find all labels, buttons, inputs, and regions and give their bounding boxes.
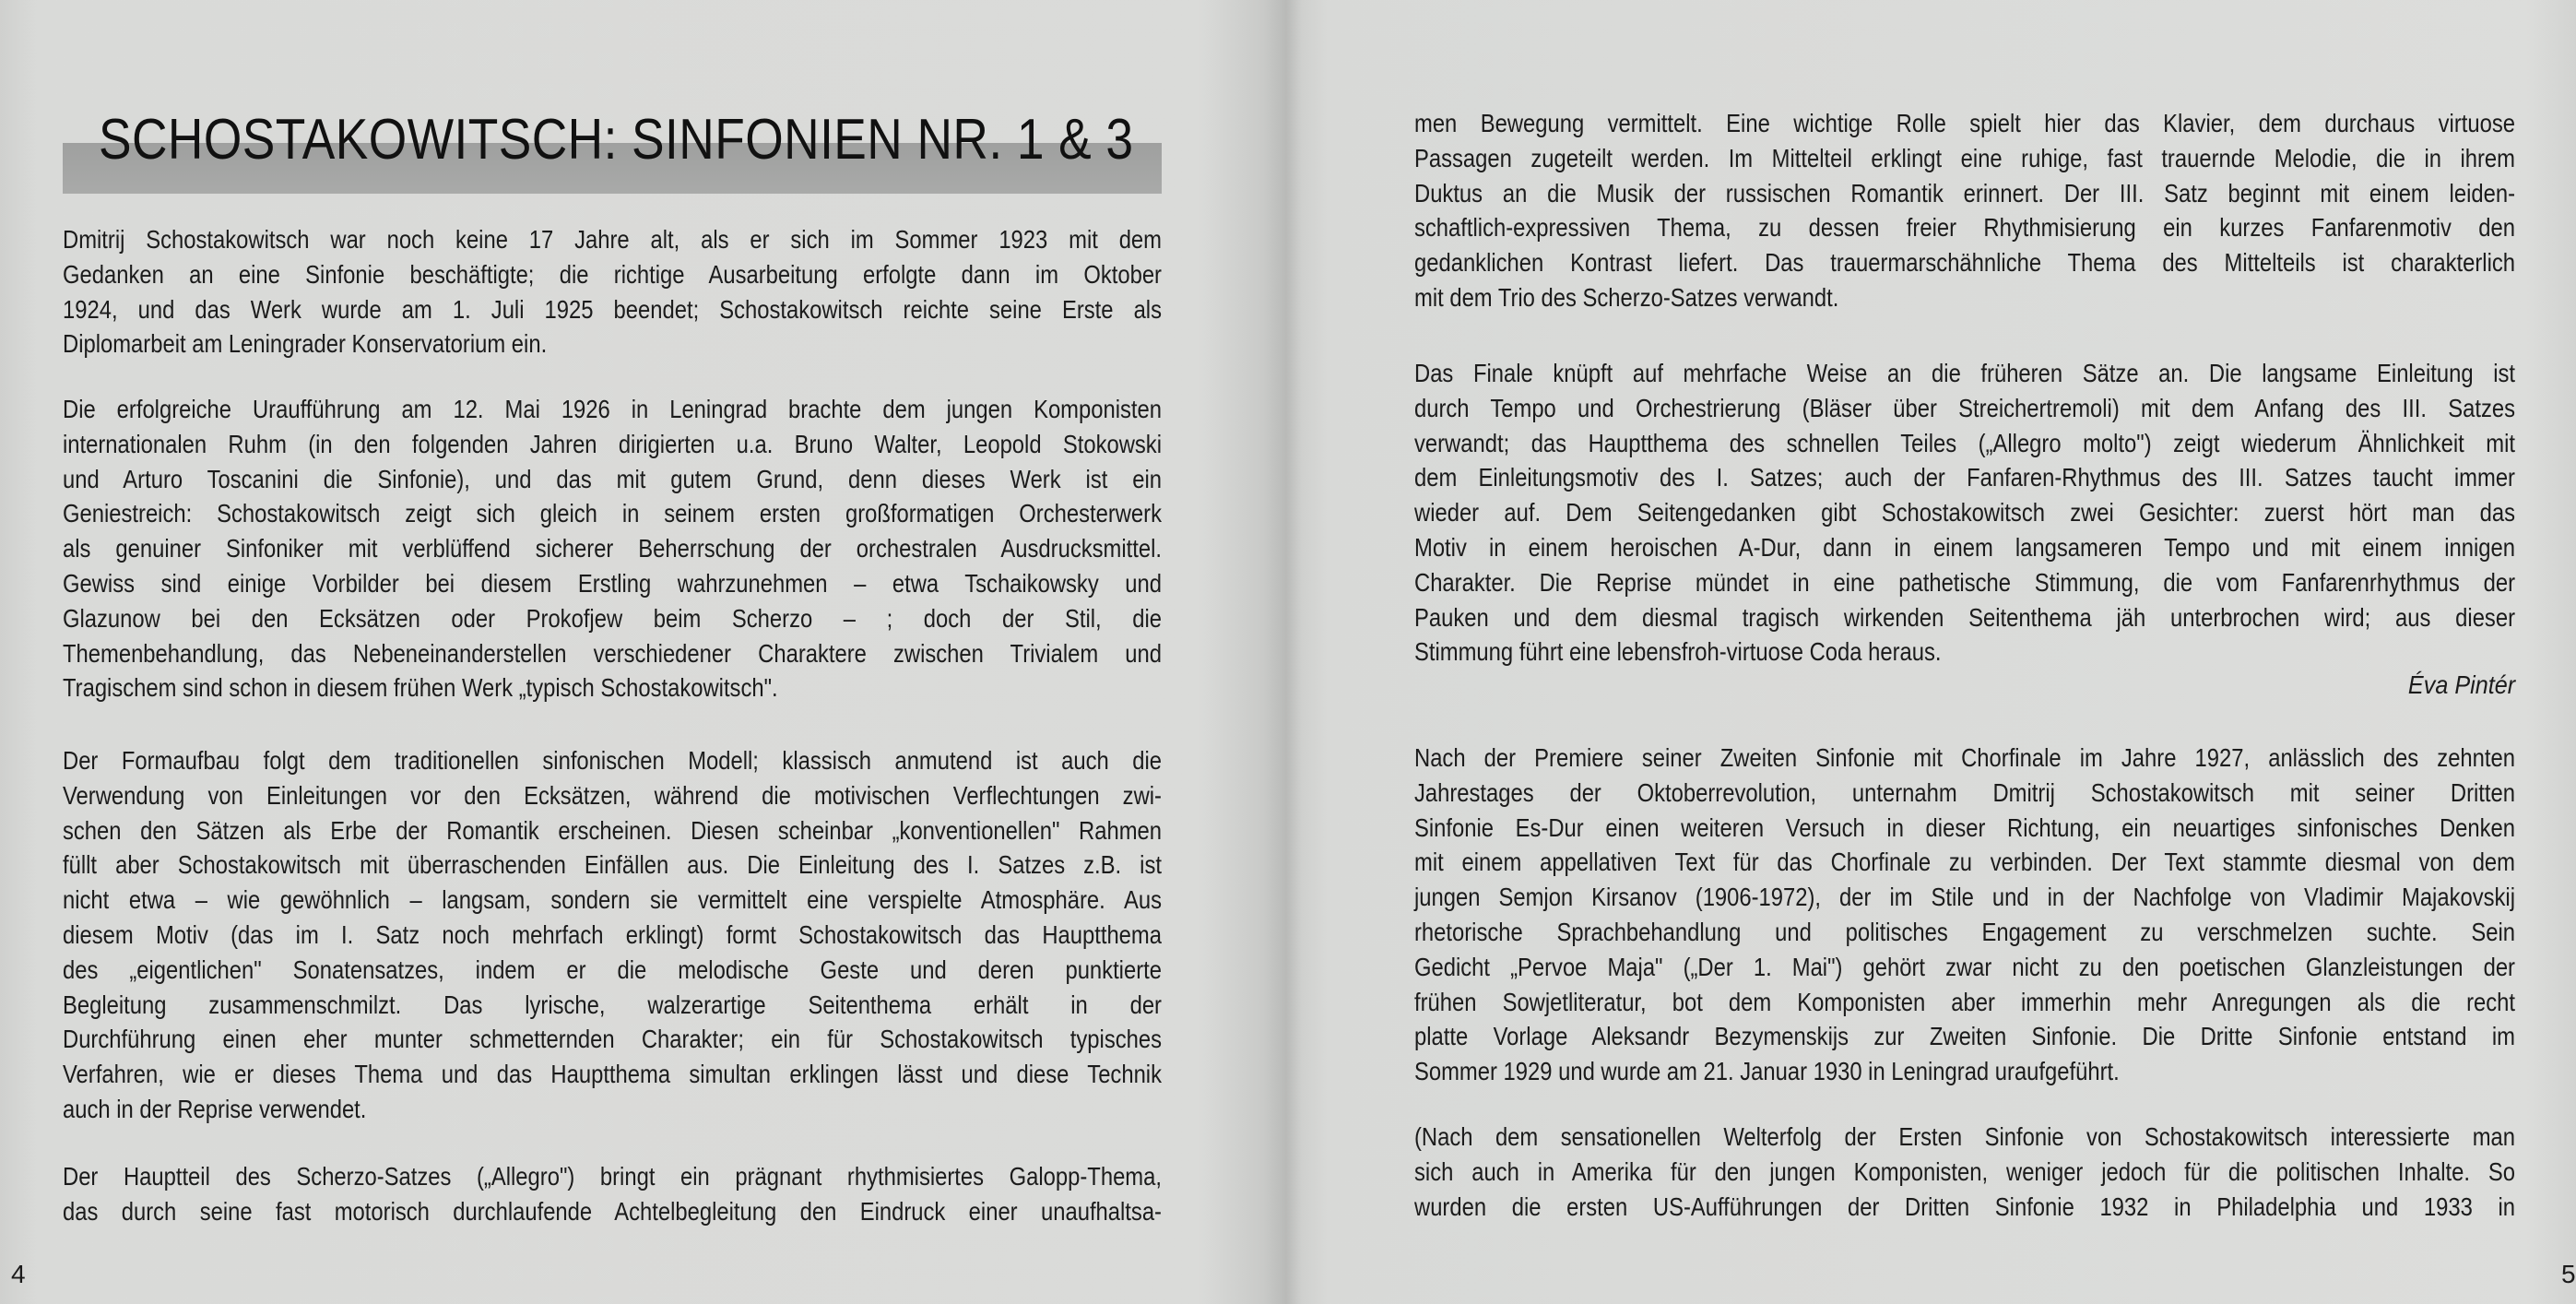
text-line: füllt aber Schostakowitsch mit überraschenden Einfällen aus. Die Einleitung des I. Satzes z.B. ist <box>63 850 1162 880</box>
paragraph <box>1414 741 2576 1089</box>
text-line: nicht etwa – wie gewöhnlich – langsam, sondern sie vermittelt eine verspielte Atmosphäre. Aus <box>63 885 1162 915</box>
text-line: Der Formaufbau folgt dem traditionellen sinfonischen Modell; klassisch anmutend ist auch die <box>63 746 1162 775</box>
right-page <box>1288 0 2576 1304</box>
text-line: Geniestreich: Schostakowitsch zeigt sich gleich in seinem ersten großformatigen Orchesterwerk <box>63 499 1162 528</box>
text-line: jungen Semjon Kirsanov (1906-1972), der im Stile und in der Nachfolge von Vladimir Majakovskij <box>1414 883 2515 912</box>
paragraph <box>63 1159 1355 1229</box>
text-line: Gedanken an eine Sinfonie beschäftigte; die richtige Ausarbeitung erfolgte dann im Oktober <box>63 259 1162 289</box>
text-line: das durch seine fast motorisch durchlaufende Achtelbegleitung den Eindruck einer unaufhaltsa- <box>63 1196 1162 1226</box>
text-line: mit dem Trio des Scherzo-Satzes verwandt. <box>1414 282 1839 312</box>
text-line: Gewiss sind einige Vorbilder bei diesem Erstling wahrzunehmen – etwa Tschaikowsky und <box>63 568 1162 598</box>
text-line: Gedicht „Pervoe Maja" („Der 1. Mai") gehört zwar nicht zu den poetischen Glanzleistungen der <box>1414 952 2515 981</box>
text-line: frühen Sowjetliteratur, bot dem Komponisten aber immerhin mehr Anregungen als die recht <box>1414 987 2515 1016</box>
text-line: Dmitrij Schostakowitsch war noch keine 17 Jahre alt, als er sich im Sommer 1923 mit dem <box>63 225 1162 254</box>
author-signature: Éva Pintér <box>2407 670 2515 699</box>
paragraph <box>63 222 1355 362</box>
paragraph <box>63 392 1355 705</box>
paragraph <box>63 743 1355 1127</box>
text-line: mit einem appellativen Text für das Chorfinale zu verbinden. Der Text stammte diesmal von dem <box>1414 848 2515 877</box>
text-line: als genuiner Sinfoniker mit verblüffend sicherer Beherrschung der orchestralen Ausdrucksmittel. <box>63 534 1162 563</box>
text-line: Begleitung zusammenschmilzt. Das lyrische, walzerartige Seitenthema erhält in der <box>63 990 1162 1019</box>
text-line: auch in der Reprise verwendet. <box>63 1094 367 1123</box>
text-line: Nach der Premiere seiner Zweiten Sinfonie mit Chorfinale im Jahre 1927, anlässlich des zehnten <box>1414 743 2515 772</box>
text-line: Durchführung einen eher munter schmetternden Charakter; ein für Schostakowitsch typisches <box>63 1025 1162 1054</box>
text-line: (Nach dem sensationellen Welterfolg der Ersten Sinfonie von Schostakowitsch interessierte man <box>1414 1122 2515 1151</box>
text-line: Charakter. Die Reprise mündet in eine pathetische Stimmung, die vom Fanfarenrhythmus der <box>1414 567 2515 597</box>
text-line: rhetorische Sprachbehandlung und politisches Engagement zu verschmelzen suchte. Sein <box>1414 917 2515 946</box>
text-line: Tragischem sind schon in diesem frühen Werk „typisch Schostakowitsch". <box>63 673 778 703</box>
text-line: internationalen Ruhm (in den folgenden Jahren dirigierten u.a. Bruno Walter, Leopold Stokowski <box>63 429 1162 458</box>
text-line: wieder auf. Dem Seitengedanken gibt Schostakowitsch zwei Gesichter: zuerst hört man das <box>1414 498 2515 528</box>
text-line: Motiv in einem heroischen A-Dur, dann in einem langsameren Tempo und mit einem innigen <box>1414 532 2515 562</box>
text-line: Duktus an die Musik der russischen Romantik erinnert. Der III. Satz beginnt mit einem leiden- <box>1414 178 2515 207</box>
text-line: Das Finale knüpft auf mehrfache Weise an die früheren Sätze an. Die langsame Einleitung ist <box>1414 359 2515 387</box>
text-line: verwandt; das Hauptthema des schnellen Teiles („Allegro molto") zeigt wiederum Ähnlichkeit mit <box>1414 428 2515 457</box>
text-line: diesem Motiv (das im I. Satz noch mehrfach erklingt) formt Schostakowitsch das Hauptthema <box>63 919 1162 949</box>
text-line: Sommer 1929 und wurde am 21. Januar 1930 in Leningrad uraufgeführt. <box>1414 1057 2120 1086</box>
text-line: des „eigentlichen" Sonatensatzes, indem er die melodische Geste und deren punktierte <box>63 954 1162 984</box>
text-line: Stimmung führt eine lebensfroh-virtuose Coda heraus. <box>1414 637 1942 667</box>
text-line: Passagen zugeteilt werden. Im Mittelteil erklingt eine ruhige, fast trauernde Melodie, die in ihrem <box>1414 143 2515 172</box>
paragraph <box>1414 1120 2576 1224</box>
text-line: Themenbehandlung, das Nebeneinanderstellen verschiedener Charaktere zwischen Trivialem und <box>63 638 1162 668</box>
text-line: Jahrestages der Oktoberrevolution, unternahm Dmitrij Schostakowitsch mit seiner Dritten <box>1414 777 2515 807</box>
text-line: wurden die ersten US-Aufführungen der Dritten Sinfonie 1932 in Philadelphia und 1933 in <box>1414 1191 2515 1221</box>
text-line: schen den Sätzen als Erbe der Romantik erscheinen. Diesen scheinbar „konventionellen" Rahmen <box>63 815 1162 845</box>
page-number-right: 5 <box>2561 1260 2576 1288</box>
text-line: Verfahren, wie er dieses Thema und das Hauptthema simultan erklingen lässt und diese Technik <box>63 1060 1162 1089</box>
text-line: Der Hauptteil des Scherzo-Satzes („Allegro") bringt ein prägnant rhythmisiertes Galopp-Thema, <box>63 1162 1162 1191</box>
paragraph <box>1414 106 2576 315</box>
text-line: Diplomarbeit am Leningrader Konservatorium ein. <box>63 329 548 359</box>
text-line: schaftlich-expressiven Thema, zu dessen freier Rhythmisierung ein kurzes Fanfarenmotiv den <box>1414 213 2515 243</box>
text-line: Sinfonie Es-Dur einen weiteren Versuch in dieser Richtung, ein neuartiges sinfonisches Denken <box>1414 812 2515 842</box>
page-number-left: 4 <box>11 1260 26 1288</box>
text-line: durch Tempo und Orchestrierung (Bläser über Streichertremoli) mit dem Anfang des III. Satzes <box>1414 393 2515 422</box>
text-line: Verwendung von Einleitungen vor den Ecksätzen, während die motivischen Verflechtungen zwi- <box>63 780 1162 810</box>
text-line: Die erfolgreiche Uraufführung am 12. Mai 1926 in Leningrad brachte dem jungen Komponisten <box>63 395 1162 423</box>
text-line: und Arturo Toscanini die Sinfonie), und das mit gutem Grund, denn dieses Werk ist ein <box>63 464 1162 493</box>
text-line: Glazunow bei den Ecksätzen oder Prokofjew beim Scherzo – ; doch der Stil, die <box>63 603 1162 633</box>
text-line: 1924, und das Werk wurde am 1. Juli 1925 beendet; Schostakowitsch reichte seine Erste als <box>63 294 1162 324</box>
text-line: Pauken und dem diesmal tragisch wirkenden Seitenthema jäh unterbrochen wird; aus dieser <box>1414 602 2515 632</box>
paragraph <box>1414 356 2576 670</box>
text-line: dem Einleitungsmotiv des I. Satzes; auch der Fanfaren-Rhythmus des III. Satzes taucht immer <box>1414 463 2515 492</box>
text-line: sich auch in Amerika für den jungen Komponisten, weniger jedoch für die politischen Inhalte. So <box>1414 1156 2515 1186</box>
text-line: men Bewegung vermittelt. Eine wichtige Rolle spielt hier das Klavier, dem durchaus virtuose <box>1414 109 2515 137</box>
text-line: gedanklichen Kontrast liefert. Das trauermarschähnliche Thema des Mittelteils ist charakterlich <box>1414 248 2515 278</box>
text-line: platte Vorlage Aleksandr Bezymenskijs zur Zweiten Sinfonie. Die Dritte Sinfonie entstand im <box>1414 1022 2515 1051</box>
page-title: SCHOSTAKOWITSCH: SINFONIEN NR. 1 & 3 <box>99 108 1134 172</box>
